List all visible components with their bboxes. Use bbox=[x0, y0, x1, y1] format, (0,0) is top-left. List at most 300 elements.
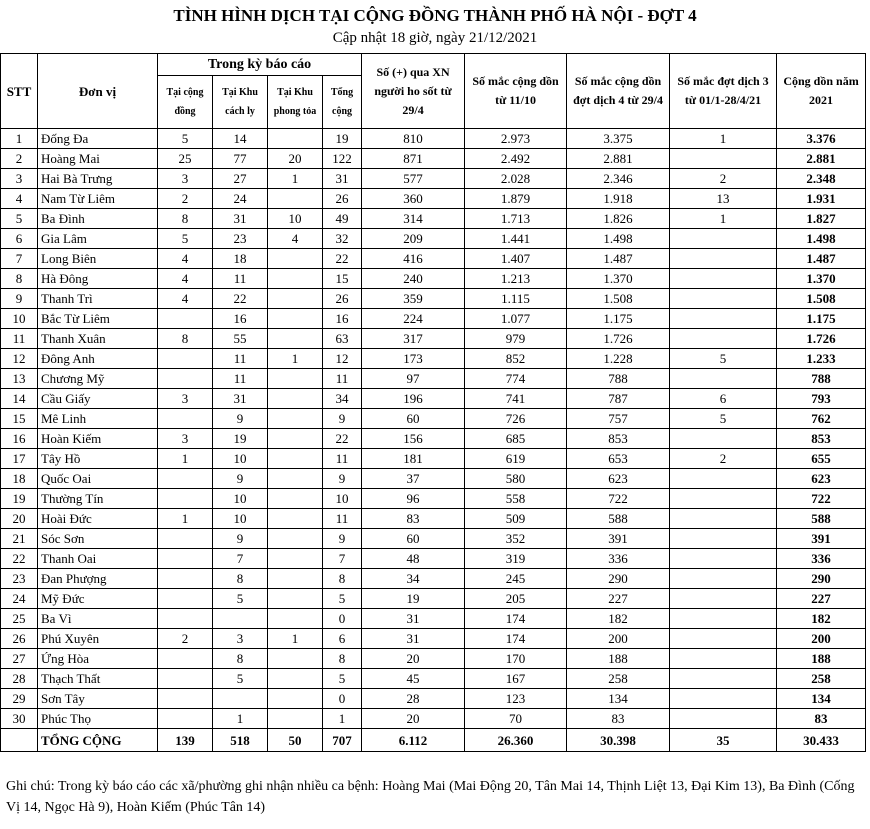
cell-total: 9 bbox=[323, 469, 362, 489]
cell-cum-wave4: 1.726 bbox=[567, 329, 670, 349]
cell-wave3 bbox=[670, 589, 777, 609]
header-tests: Số (+) qua XN người ho sốt từ 29/4 bbox=[362, 54, 465, 129]
cell-cum-wave4: 788 bbox=[567, 369, 670, 389]
cell-cum-wave4: 757 bbox=[567, 409, 670, 429]
cell-tests: 871 bbox=[362, 149, 465, 169]
cell-wave3 bbox=[670, 269, 777, 289]
cell-cum-2021: 1.175 bbox=[777, 309, 866, 329]
cell-total: 32 bbox=[323, 229, 362, 249]
cell-lockdown bbox=[268, 669, 323, 689]
cell-tests: 240 bbox=[362, 269, 465, 289]
cell-lockdown bbox=[268, 509, 323, 529]
cell-lockdown bbox=[268, 269, 323, 289]
cell-stt: 14 bbox=[1, 389, 38, 409]
cell-cum-2021: 83 bbox=[777, 709, 866, 729]
page-subtitle: Cập nhật 18 giờ, ngày 21/12/2021 bbox=[332, 30, 538, 46]
cell-cum-from-11-10: 580 bbox=[465, 469, 567, 489]
cell-cum-from-11-10: 70 bbox=[465, 709, 567, 729]
header-wave3: Số mắc đợt dịch 3 từ 01/1-28/4/21 bbox=[670, 54, 777, 129]
cell-quarantine: 7 bbox=[213, 549, 268, 569]
cell-tests: 156 bbox=[362, 429, 465, 449]
cell-lockdown bbox=[268, 409, 323, 429]
cell-community bbox=[158, 529, 213, 549]
table-row bbox=[1, 189, 866, 209]
cell-community bbox=[158, 689, 213, 709]
cell-tests: 181 bbox=[362, 449, 465, 469]
cell-stt: 16 bbox=[1, 429, 38, 449]
cell-unit: Ứng Hòa bbox=[38, 649, 158, 669]
cell-unit: Thường Tín bbox=[38, 489, 158, 509]
cell-cum-2021: 258 bbox=[777, 669, 866, 689]
cell-unit: Ba Đình bbox=[38, 209, 158, 229]
cell-community bbox=[158, 669, 213, 689]
cell-cum-from-11-10: 174 bbox=[465, 609, 567, 629]
cell-quarantine: 55 bbox=[213, 329, 268, 349]
cell-cum-from-11-10: 2.492 bbox=[465, 149, 567, 169]
cell-wave3: 35 bbox=[670, 729, 777, 752]
cell-community: 1 bbox=[158, 509, 213, 529]
cell-wave3 bbox=[670, 609, 777, 629]
cell-tests: 45 bbox=[362, 669, 465, 689]
cell-wave3: 13 bbox=[670, 189, 777, 209]
cell-wave3 bbox=[670, 709, 777, 729]
cell-lockdown bbox=[268, 129, 323, 149]
cell-tests: 20 bbox=[362, 709, 465, 729]
cell-cum-2021: 3.376 bbox=[777, 129, 866, 149]
cell-wave3 bbox=[670, 529, 777, 549]
cell-lockdown bbox=[268, 309, 323, 329]
cell-lockdown: 1 bbox=[268, 349, 323, 369]
table-body bbox=[1, 129, 866, 752]
table-row bbox=[1, 529, 866, 549]
cell-cum-2021: 1.233 bbox=[777, 349, 866, 369]
cell-quarantine: 27 bbox=[213, 169, 268, 189]
cell-quarantine: 11 bbox=[213, 349, 268, 369]
cell-total: 10 bbox=[323, 489, 362, 509]
cell-wave3 bbox=[670, 509, 777, 529]
table-row bbox=[1, 169, 866, 189]
cell-unit: Thanh Oai bbox=[38, 549, 158, 569]
cell-community: 3 bbox=[158, 389, 213, 409]
cell-stt: 4 bbox=[1, 189, 38, 209]
table-row bbox=[1, 469, 866, 489]
cell-total: 16 bbox=[323, 309, 362, 329]
cell-unit: Thanh Xuân bbox=[38, 329, 158, 349]
cell-stt: 27 bbox=[1, 649, 38, 669]
cell-lockdown bbox=[268, 689, 323, 709]
cases-table bbox=[0, 53, 866, 752]
cell-lockdown bbox=[268, 369, 323, 389]
cell-community bbox=[158, 569, 213, 589]
cell-tests: 37 bbox=[362, 469, 465, 489]
cell-tests: 96 bbox=[362, 489, 465, 509]
cell-lockdown bbox=[268, 189, 323, 209]
cell-cum-wave4: 2.346 bbox=[567, 169, 670, 189]
cell-total: 7 bbox=[323, 549, 362, 569]
cell-unit: Hà Đông bbox=[38, 269, 158, 289]
cell-unit: Long Biên bbox=[38, 249, 158, 269]
cell-cum-from-11-10: 1.441 bbox=[465, 229, 567, 249]
cell-total: 5 bbox=[323, 669, 362, 689]
cell-cum-2021: 655 bbox=[777, 449, 866, 469]
cell-quarantine: 10 bbox=[213, 509, 268, 529]
cell-cum-from-11-10: 174 bbox=[465, 629, 567, 649]
cell-cum-from-11-10: 741 bbox=[465, 389, 567, 409]
cell-total: 31 bbox=[323, 169, 362, 189]
cell-unit: Sóc Sơn bbox=[38, 529, 158, 549]
cell-stt: 17 bbox=[1, 449, 38, 469]
cell-cum-2021: 290 bbox=[777, 569, 866, 589]
cell-cum-wave4: 336 bbox=[567, 549, 670, 569]
cell-cum-wave4: 787 bbox=[567, 389, 670, 409]
cell-wave3: 1 bbox=[670, 209, 777, 229]
cell-tests: 224 bbox=[362, 309, 465, 329]
cell-cum-from-11-10: 352 bbox=[465, 529, 567, 549]
cell-wave3 bbox=[670, 149, 777, 169]
cell-lockdown bbox=[268, 609, 323, 629]
cell-wave3 bbox=[670, 329, 777, 349]
cell-cum-wave4: 1.826 bbox=[567, 209, 670, 229]
cell-unit: TỔNG CỘNG bbox=[38, 729, 158, 752]
header-period: Trong kỳ báo cáo bbox=[158, 54, 362, 76]
cell-lockdown bbox=[268, 249, 323, 269]
cell-wave3 bbox=[670, 649, 777, 669]
cell-lockdown bbox=[268, 489, 323, 509]
cell-stt: 7 bbox=[1, 249, 38, 269]
cell-stt: 19 bbox=[1, 489, 38, 509]
total-row bbox=[1, 729, 866, 752]
cell-lockdown bbox=[268, 569, 323, 589]
cell-community bbox=[158, 309, 213, 329]
cell-unit: Cầu Giấy bbox=[38, 389, 158, 409]
cell-stt: 21 bbox=[1, 529, 38, 549]
cell-stt: 24 bbox=[1, 589, 38, 609]
cell-community: 8 bbox=[158, 209, 213, 229]
cell-cum-2021: 1.487 bbox=[777, 249, 866, 269]
cell-stt: 9 bbox=[1, 289, 38, 309]
cell-cum-from-11-10: 319 bbox=[465, 549, 567, 569]
cell-wave3 bbox=[670, 469, 777, 489]
table-row bbox=[1, 429, 866, 449]
header-quarantine: Tại Khu cách ly bbox=[213, 76, 268, 129]
cell-cum-wave4: 1.918 bbox=[567, 189, 670, 209]
table-row bbox=[1, 609, 866, 629]
table-row bbox=[1, 689, 866, 709]
cell-cum-from-11-10: 619 bbox=[465, 449, 567, 469]
header-cum-wave4: Số mắc cộng dồn đợt dịch 4 từ 29/4 bbox=[567, 54, 670, 129]
table-row bbox=[1, 449, 866, 469]
cell-cum-2021: 2.881 bbox=[777, 149, 866, 169]
cell-cum-2021: 1.931 bbox=[777, 189, 866, 209]
cell-total: 122 bbox=[323, 149, 362, 169]
cell-lockdown bbox=[268, 329, 323, 349]
cell-unit: Ba Vì bbox=[38, 609, 158, 629]
cell-cum-from-11-10: 1.213 bbox=[465, 269, 567, 289]
cell-lockdown: 50 bbox=[268, 729, 323, 752]
cell-stt: 2 bbox=[1, 149, 38, 169]
cell-total: 0 bbox=[323, 689, 362, 709]
cell-cum-wave4: 227 bbox=[567, 589, 670, 609]
cell-cum-from-11-10: 509 bbox=[465, 509, 567, 529]
cell-tests: 173 bbox=[362, 349, 465, 369]
cell-stt: 13 bbox=[1, 369, 38, 389]
cell-total: 8 bbox=[323, 569, 362, 589]
cell-lockdown bbox=[268, 289, 323, 309]
cell-wave3: 2 bbox=[670, 169, 777, 189]
cell-total: 15 bbox=[323, 269, 362, 289]
cell-cum-from-11-10: 558 bbox=[465, 489, 567, 509]
cell-stt: 12 bbox=[1, 349, 38, 369]
cell-cum-wave4: 623 bbox=[567, 469, 670, 489]
cell-tests: 60 bbox=[362, 409, 465, 429]
cell-tests: 31 bbox=[362, 629, 465, 649]
cell-cum-wave4: 2.881 bbox=[567, 149, 670, 169]
cell-wave3 bbox=[670, 689, 777, 709]
cell-community: 3 bbox=[158, 169, 213, 189]
cell-cum-from-11-10: 245 bbox=[465, 569, 567, 589]
cell-cum-wave4: 30.398 bbox=[567, 729, 670, 752]
cell-tests: 810 bbox=[362, 129, 465, 149]
cell-cum-wave4: 134 bbox=[567, 689, 670, 709]
cell-cum-wave4: 653 bbox=[567, 449, 670, 469]
table-row bbox=[1, 409, 866, 429]
cell-tests: 416 bbox=[362, 249, 465, 269]
cell-total: 9 bbox=[323, 529, 362, 549]
cell-cum-wave4: 83 bbox=[567, 709, 670, 729]
cell-cum-wave4: 3.375 bbox=[567, 129, 670, 149]
cell-community bbox=[158, 549, 213, 569]
table-row bbox=[1, 329, 866, 349]
cell-cum-wave4: 1.498 bbox=[567, 229, 670, 249]
cell-total: 19 bbox=[323, 129, 362, 149]
cell-quarantine: 9 bbox=[213, 529, 268, 549]
cell-unit: Sơn Tây bbox=[38, 689, 158, 709]
cell-total: 8 bbox=[323, 649, 362, 669]
cell-quarantine: 5 bbox=[213, 589, 268, 609]
cell-stt bbox=[1, 729, 38, 752]
table-row bbox=[1, 589, 866, 609]
cell-unit: Nam Từ Liêm bbox=[38, 189, 158, 209]
cell-unit: Hai Bà Trưng bbox=[38, 169, 158, 189]
cell-lockdown: 10 bbox=[268, 209, 323, 229]
cell-cum-from-11-10: 1.077 bbox=[465, 309, 567, 329]
cell-wave3 bbox=[670, 489, 777, 509]
cell-cum-2021: 227 bbox=[777, 589, 866, 609]
page-title: TÌNH HÌNH DỊCH TẠI CỘNG ĐỒNG THÀNH PHỐ HÀ NỘI - ĐỢT 4 bbox=[173, 6, 697, 25]
cell-wave3 bbox=[670, 429, 777, 449]
cell-cum-2021: 1.498 bbox=[777, 229, 866, 249]
cell-cum-wave4: 588 bbox=[567, 509, 670, 529]
cell-cum-wave4: 182 bbox=[567, 609, 670, 629]
cell-cum-2021: 2.348 bbox=[777, 169, 866, 189]
cell-tests: 359 bbox=[362, 289, 465, 309]
cell-cum-2021: 1.726 bbox=[777, 329, 866, 349]
cell-community: 5 bbox=[158, 229, 213, 249]
cell-community bbox=[158, 369, 213, 389]
cell-cum-from-11-10: 205 bbox=[465, 589, 567, 609]
cell-unit: Hoàn Kiếm bbox=[38, 429, 158, 449]
cell-wave3: 2 bbox=[670, 449, 777, 469]
cell-cum-from-11-10: 726 bbox=[465, 409, 567, 429]
table-row bbox=[1, 489, 866, 509]
table-row bbox=[1, 129, 866, 149]
table-row bbox=[1, 629, 866, 649]
cell-community: 139 bbox=[158, 729, 213, 752]
cell-cum-2021: 336 bbox=[777, 549, 866, 569]
cell-tests: 317 bbox=[362, 329, 465, 349]
cell-stt: 6 bbox=[1, 229, 38, 249]
cell-quarantine: 8 bbox=[213, 649, 268, 669]
cell-community bbox=[158, 469, 213, 489]
cell-unit: Hoàng Mai bbox=[38, 149, 158, 169]
table-row bbox=[1, 149, 866, 169]
cell-quarantine: 19 bbox=[213, 429, 268, 449]
cell-quarantine: 22 bbox=[213, 289, 268, 309]
header-stt: STT bbox=[1, 54, 38, 129]
table-row bbox=[1, 549, 866, 569]
cell-cum-wave4: 722 bbox=[567, 489, 670, 509]
cell-tests: 19 bbox=[362, 589, 465, 609]
cell-unit: Bắc Từ Liêm bbox=[38, 309, 158, 329]
footnote: Ghi chú: Trong kỳ báo cáo các xã/phường ghi nhận nhiều ca bệnh: Hoàng Mai (Mai Động 20, Tân Mai 14, Thịnh Liệt 13, Đại Kim 13), Ba Đình (Cống Vị 14, Ngọc Hà 9), Hoàn Kiếm (Phúc Tân 14) bbox=[6, 779, 855, 815]
cell-cum-wave4: 853 bbox=[567, 429, 670, 449]
cell-quarantine: 31 bbox=[213, 209, 268, 229]
cell-total: 707 bbox=[323, 729, 362, 752]
cell-stt: 15 bbox=[1, 409, 38, 429]
cell-quarantine: 8 bbox=[213, 569, 268, 589]
cell-unit: Đan Phượng bbox=[38, 569, 158, 589]
cell-community bbox=[158, 609, 213, 629]
cell-unit: Chương Mỹ bbox=[38, 369, 158, 389]
cell-quarantine: 18 bbox=[213, 249, 268, 269]
cell-community bbox=[158, 589, 213, 609]
cell-total: 9 bbox=[323, 409, 362, 429]
cell-tests: 48 bbox=[362, 549, 465, 569]
cell-unit: Mỹ Đức bbox=[38, 589, 158, 609]
cell-wave3: 6 bbox=[670, 389, 777, 409]
cell-total: 11 bbox=[323, 509, 362, 529]
cell-community: 1 bbox=[158, 449, 213, 469]
table-row bbox=[1, 289, 866, 309]
cell-cum-from-11-10: 26.360 bbox=[465, 729, 567, 752]
cell-total: 11 bbox=[323, 449, 362, 469]
cell-community: 2 bbox=[158, 629, 213, 649]
table-row bbox=[1, 269, 866, 289]
cell-quarantine: 10 bbox=[213, 489, 268, 509]
cell-quarantine: 3 bbox=[213, 629, 268, 649]
cell-total: 49 bbox=[323, 209, 362, 229]
cell-cum-from-11-10: 1.879 bbox=[465, 189, 567, 209]
cell-stt: 1 bbox=[1, 129, 38, 149]
table-row bbox=[1, 229, 866, 249]
cell-cum-2021: 788 bbox=[777, 369, 866, 389]
cell-cum-2021: 134 bbox=[777, 689, 866, 709]
cell-lockdown bbox=[268, 389, 323, 409]
cell-stt: 26 bbox=[1, 629, 38, 649]
cell-cum-wave4: 258 bbox=[567, 669, 670, 689]
cell-wave3 bbox=[670, 289, 777, 309]
cell-total: 11 bbox=[323, 369, 362, 389]
cell-wave3 bbox=[670, 309, 777, 329]
cell-cum-from-11-10: 2.028 bbox=[465, 169, 567, 189]
header-cum-2021: Cộng dồn năm 2021 bbox=[777, 54, 866, 129]
cell-tests: 97 bbox=[362, 369, 465, 389]
cell-cum-wave4: 188 bbox=[567, 649, 670, 669]
cell-lockdown bbox=[268, 709, 323, 729]
cell-unit: Mê Linh bbox=[38, 409, 158, 429]
cell-cum-2021: 30.433 bbox=[777, 729, 866, 752]
cell-community: 2 bbox=[158, 189, 213, 209]
cell-total: 22 bbox=[323, 249, 362, 269]
cell-lockdown bbox=[268, 469, 323, 489]
table-row bbox=[1, 649, 866, 669]
cell-lockdown: 20 bbox=[268, 149, 323, 169]
cell-stt: 28 bbox=[1, 669, 38, 689]
cell-cum-from-11-10: 123 bbox=[465, 689, 567, 709]
cell-quarantine: 11 bbox=[213, 269, 268, 289]
cell-lockdown bbox=[268, 429, 323, 449]
header-lockdown: Tại Khu phong tỏa bbox=[268, 76, 323, 129]
cell-community bbox=[158, 649, 213, 669]
cell-cum-from-11-10: 170 bbox=[465, 649, 567, 669]
cell-tests: 28 bbox=[362, 689, 465, 709]
cell-quarantine: 31 bbox=[213, 389, 268, 409]
cell-unit: Thạch Thất bbox=[38, 669, 158, 689]
cell-lockdown bbox=[268, 649, 323, 669]
cell-stt: 5 bbox=[1, 209, 38, 229]
cell-cum-2021: 188 bbox=[777, 649, 866, 669]
cell-quarantine: 5 bbox=[213, 669, 268, 689]
cell-tests: 196 bbox=[362, 389, 465, 409]
cell-cum-from-11-10: 1.115 bbox=[465, 289, 567, 309]
cell-stt: 29 bbox=[1, 689, 38, 709]
table-row bbox=[1, 569, 866, 589]
cell-cum-2021: 623 bbox=[777, 469, 866, 489]
cell-quarantine: 77 bbox=[213, 149, 268, 169]
cell-cum-2021: 722 bbox=[777, 489, 866, 509]
cell-quarantine: 9 bbox=[213, 409, 268, 429]
cell-wave3 bbox=[670, 669, 777, 689]
cell-tests: 209 bbox=[362, 229, 465, 249]
table-row bbox=[1, 669, 866, 689]
cell-wave3: 5 bbox=[670, 349, 777, 369]
cell-lockdown bbox=[268, 449, 323, 469]
cell-community: 5 bbox=[158, 129, 213, 149]
cell-stt: 8 bbox=[1, 269, 38, 289]
table-row bbox=[1, 249, 866, 269]
cell-quarantine: 9 bbox=[213, 469, 268, 489]
cell-wave3 bbox=[670, 549, 777, 569]
cell-cum-wave4: 1.370 bbox=[567, 269, 670, 289]
cell-tests: 34 bbox=[362, 569, 465, 589]
cell-wave3 bbox=[670, 369, 777, 389]
cell-cum-from-11-10: 1.713 bbox=[465, 209, 567, 229]
cell-cum-from-11-10: 685 bbox=[465, 429, 567, 449]
cell-unit: Tây Hồ bbox=[38, 449, 158, 469]
cell-stt: 23 bbox=[1, 569, 38, 589]
cell-total: 0 bbox=[323, 609, 362, 629]
cell-unit: Gia Lâm bbox=[38, 229, 158, 249]
cell-unit: Phú Xuyên bbox=[38, 629, 158, 649]
cell-unit: Đông Anh bbox=[38, 349, 158, 369]
table-row bbox=[1, 349, 866, 369]
cell-cum-2021: 200 bbox=[777, 629, 866, 649]
cell-community: 25 bbox=[158, 149, 213, 169]
cell-total: 63 bbox=[323, 329, 362, 349]
cell-community: 4 bbox=[158, 249, 213, 269]
cell-total: 12 bbox=[323, 349, 362, 369]
cell-wave3 bbox=[670, 249, 777, 269]
